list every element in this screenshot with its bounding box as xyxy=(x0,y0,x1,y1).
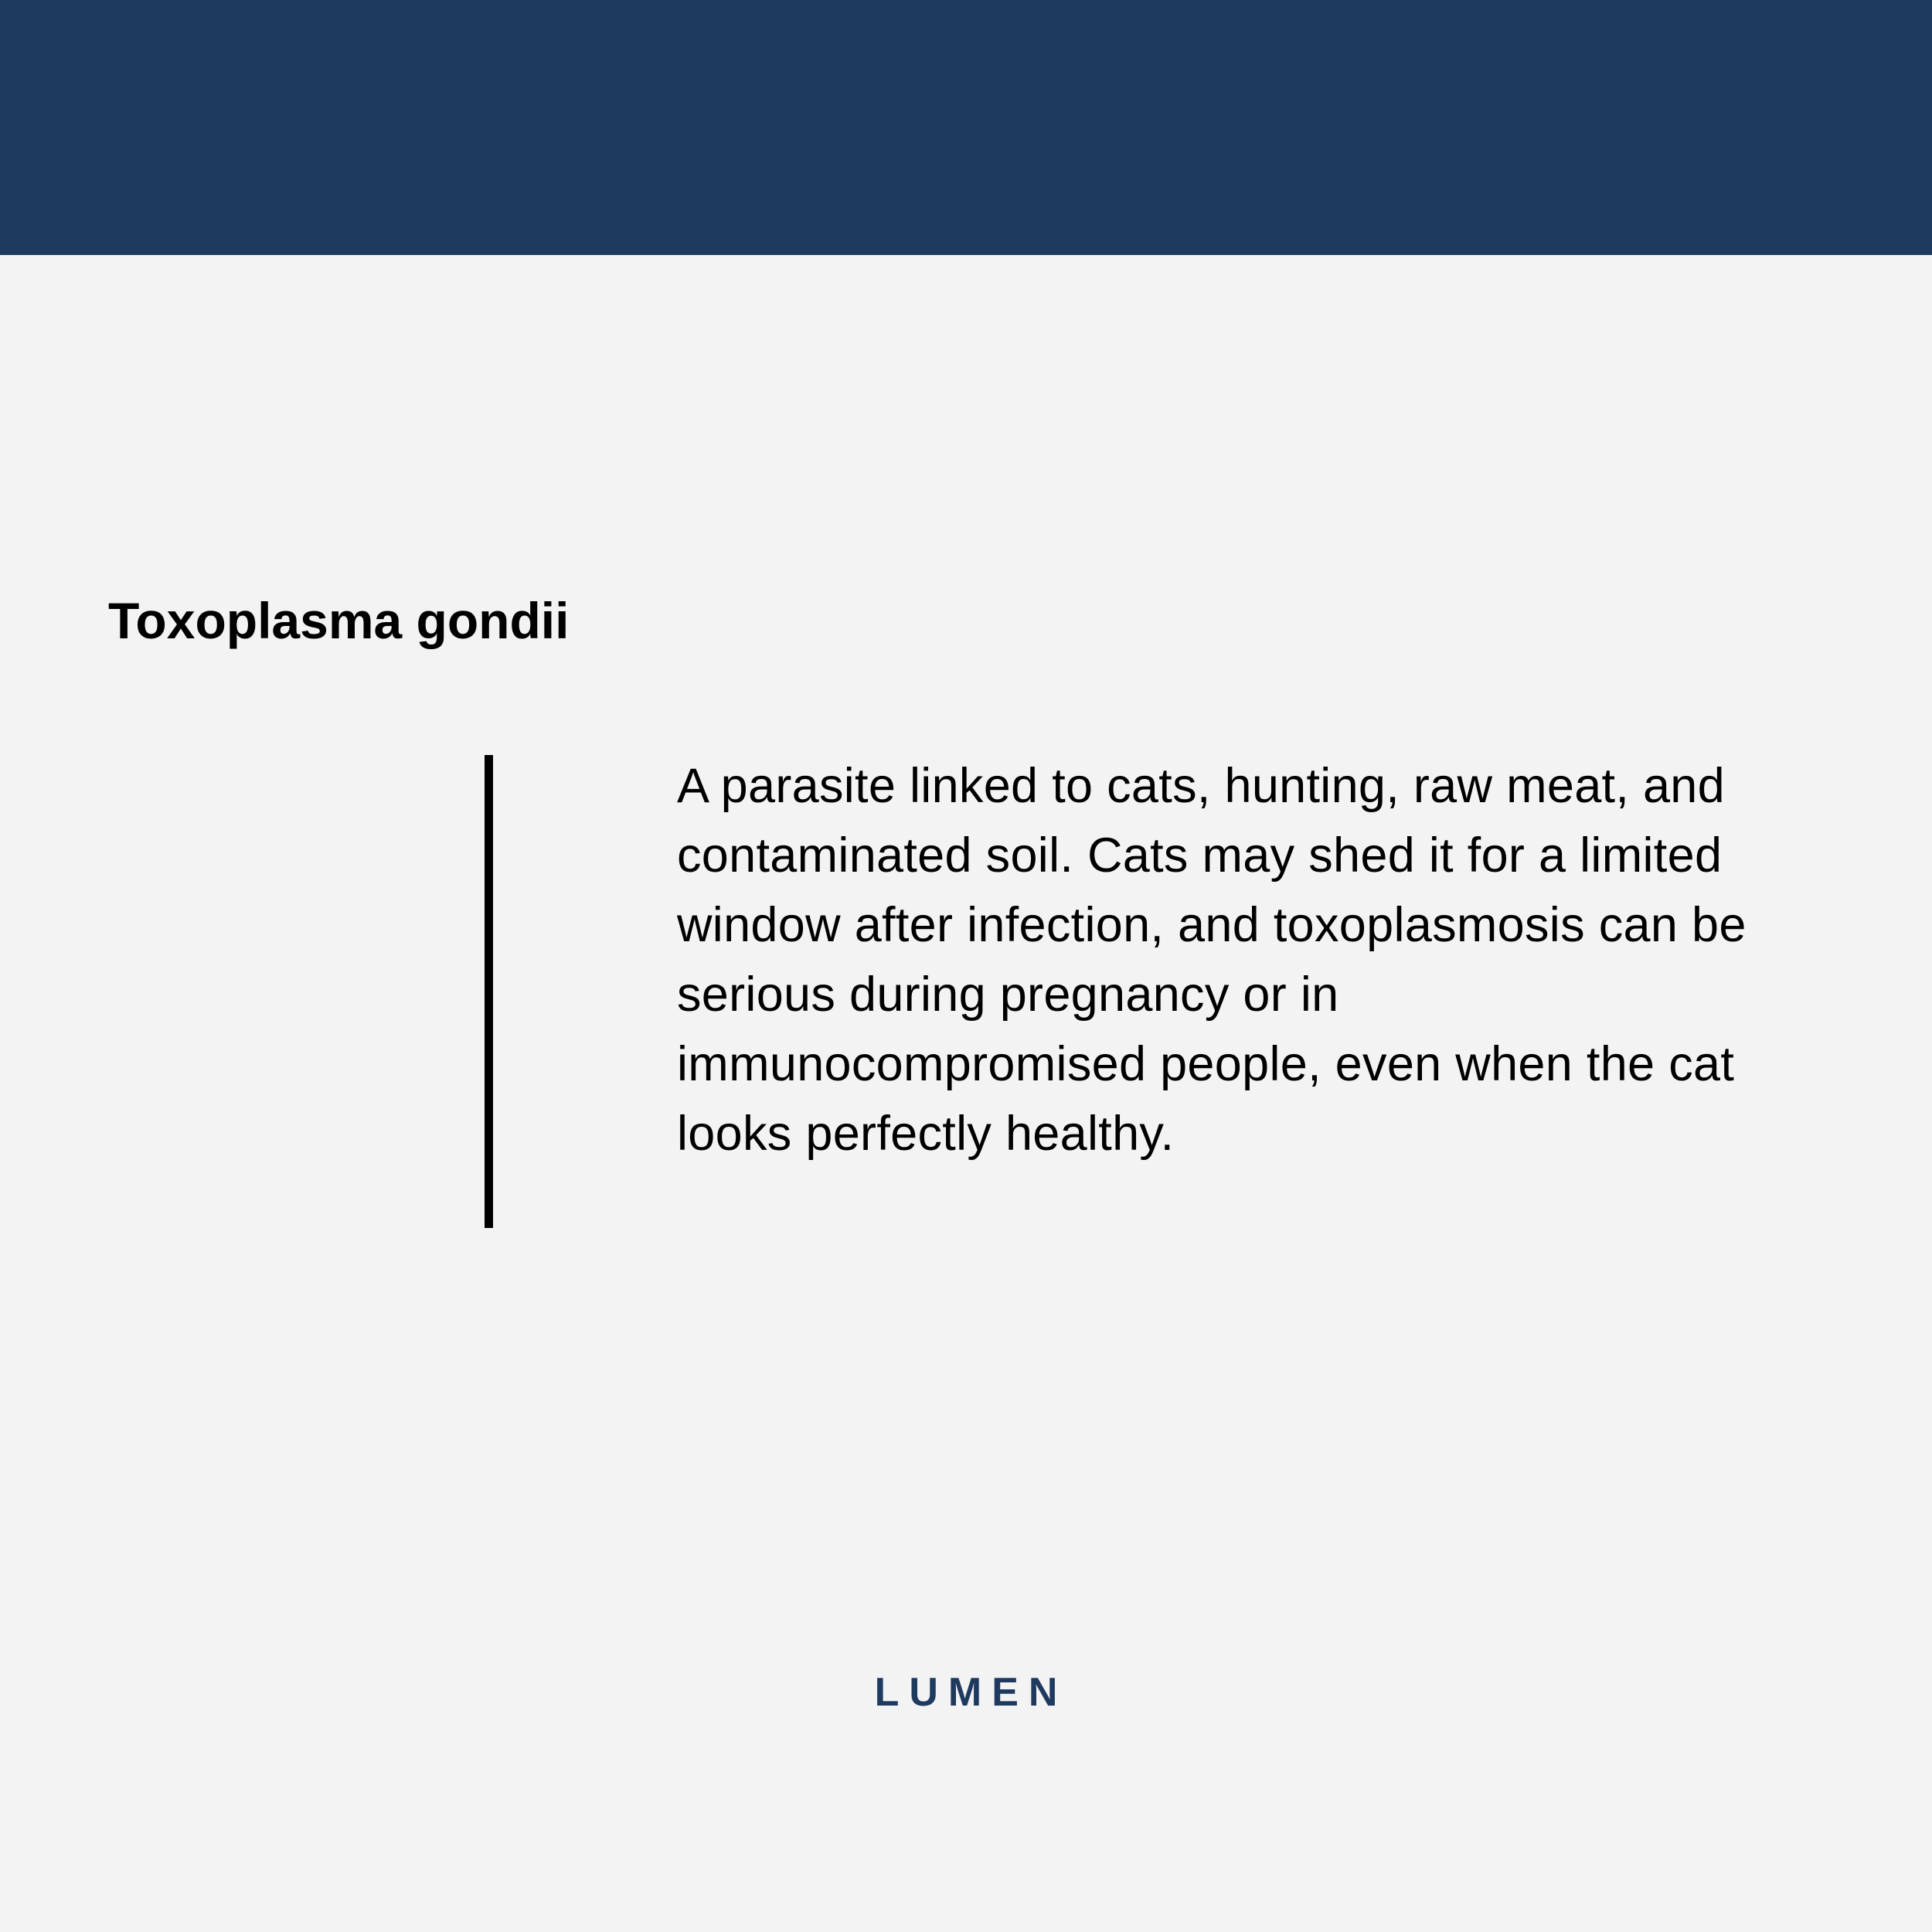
vertical-divider xyxy=(485,755,493,1228)
brand-logo-text: LUMEN xyxy=(874,1670,1068,1715)
term-title: Toxoplasma gondii xyxy=(108,592,570,649)
top-banner xyxy=(0,0,1932,255)
term-description: A parasite linked to cats, hunting, raw meat, and contaminated soil. Cats may shed it for a limited window after infection, and toxoplasmosis can be serious during pregnancy or in immunocompromised people, even when the cat looks perfectly healthy. xyxy=(677,759,1747,1161)
